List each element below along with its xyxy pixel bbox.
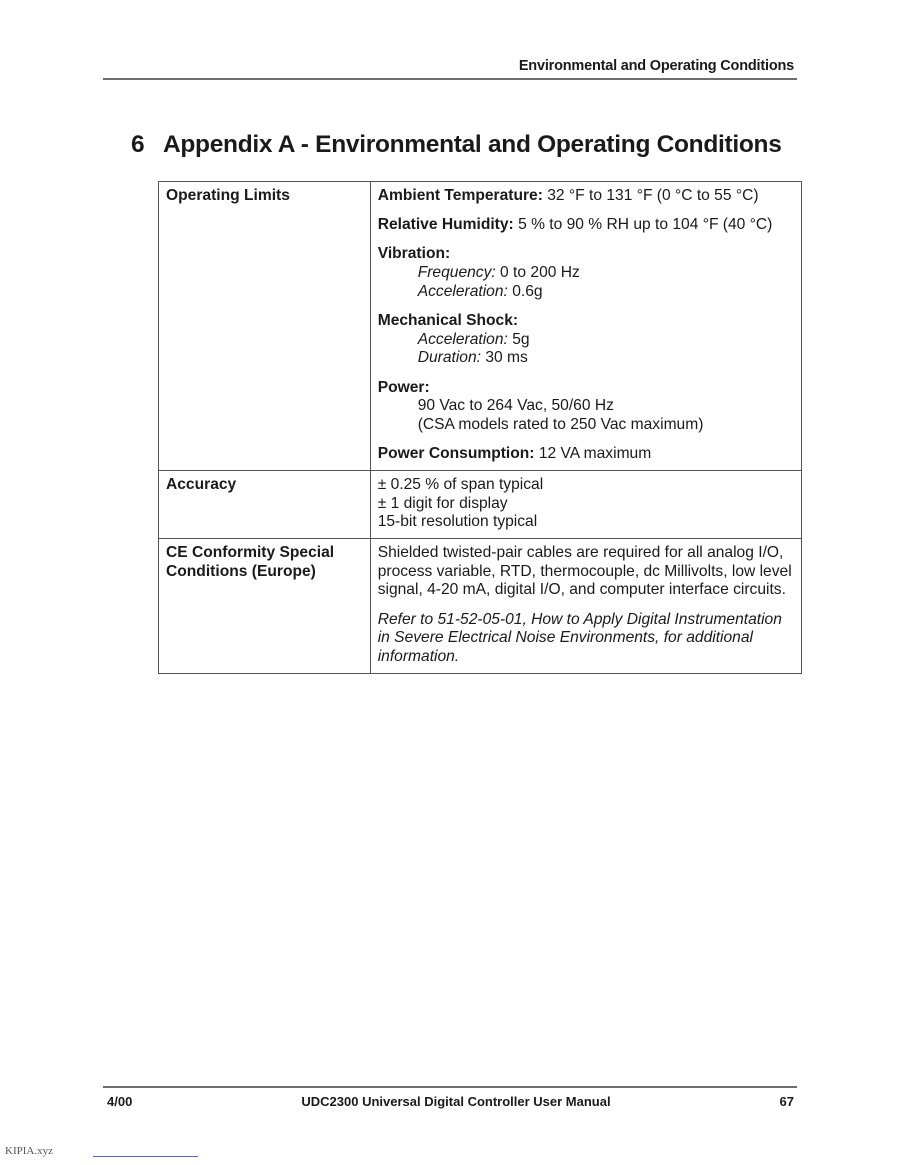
- ce-paragraph: Shielded twisted-pair cables are required for all analog I/O, process variable, RTD, thermocouple, dc Millivolts, low level signal, 4-20 mA, digital I/O, and computer interface circuits.: [377, 544, 792, 599]
- ambient-temperature-value: 32 °F to 131 °F (0 °C to 55 °C): [542, 187, 759, 204]
- ambient-temperature-label: Ambient Temperature:: [377, 187, 543, 204]
- shock-acceleration: [378, 331, 794, 350]
- acceleration-label: Acceleration:: [417, 282, 508, 300]
- acceleration-value: 0.6g: [507, 282, 543, 300]
- frequency-label: Frequency:: [417, 264, 496, 282]
- shock-duration: [378, 349, 794, 368]
- footer-manual-title: UDC2300 Universal Digital Controller User Manual: [301, 1094, 611, 1109]
- vibration-acceleration: [378, 283, 794, 302]
- footer-date: 4/00: [107, 1094, 133, 1109]
- section-title: [131, 131, 782, 159]
- relative-humidity: [378, 216, 794, 235]
- row-value: [370, 182, 801, 471]
- relative-humidity-value: 5 % to 90 % RH up to 104 °F (40 °C): [513, 216, 773, 234]
- accuracy-line: ± 1 digit for display: [377, 494, 508, 512]
- table-row-accuracy: [159, 470, 802, 538]
- table-row-operating-limits: [159, 182, 802, 471]
- section-number: 6: [131, 131, 145, 158]
- row-label: Accuracy: [159, 470, 371, 538]
- mechanical-shock-label: Mechanical Shock:: [377, 312, 519, 330]
- footer-rule: [103, 1086, 797, 1088]
- row-label: Operating Limits: [159, 182, 371, 471]
- power: [378, 379, 794, 435]
- power-consumption-label: Power Consumption:: [377, 445, 535, 463]
- vibration-label: Vibration:: [377, 245, 451, 263]
- header-rule: [103, 78, 797, 80]
- footer-page-number: 67: [779, 1094, 794, 1109]
- power-line-2: (CSA models rated to 250 Vac maximum): [417, 416, 704, 434]
- row-label-line-2: Conditions (Europe): [166, 562, 316, 580]
- accuracy-line: ± 0.25 % of span typical: [377, 475, 544, 493]
- power-consumption: [378, 445, 794, 464]
- frequency-value: 0 to 200 Hz: [495, 264, 580, 282]
- watermark-link[interactable]: [93, 1156, 198, 1157]
- running-header: Environmental and Operating Conditions: [518, 58, 794, 74]
- ce-reference: Refer to 51-52-05-01, How to Apply Digital Instrumentation in Severe Electrical Noise Environments, for additional information.: [377, 610, 782, 666]
- section-title-text: Appendix A - Environmental and Operating Conditions: [163, 131, 782, 158]
- duration-value: 30 ms: [480, 349, 528, 367]
- mechanical-shock: [378, 312, 794, 368]
- power-label: Power:: [377, 378, 430, 396]
- row-label: [159, 539, 371, 674]
- ambient-temperature: [378, 187, 794, 206]
- shock-acceleration-label: Acceleration:: [417, 330, 508, 348]
- table-row-ce-conformity: [159, 539, 802, 674]
- row-label-line-1: CE Conformity Special: [166, 544, 335, 562]
- accuracy-line: 15-bit resolution typical: [377, 513, 538, 531]
- conditions-table: [158, 181, 802, 674]
- relative-humidity-label: Relative Humidity:: [377, 216, 514, 234]
- shock-acceleration-value: 5g: [507, 330, 530, 348]
- duration-label: Duration:: [417, 349, 481, 367]
- power-line-1: 90 Vac to 264 Vac, 50/60 Hz: [417, 397, 614, 415]
- watermark-text: KIPIA.xyz: [5, 1145, 53, 1157]
- row-value: [370, 539, 801, 674]
- vibration-frequency: [378, 264, 794, 283]
- vibration: [378, 245, 794, 301]
- power-consumption-value: 12 VA maximum: [534, 445, 652, 463]
- row-value: [370, 470, 801, 538]
